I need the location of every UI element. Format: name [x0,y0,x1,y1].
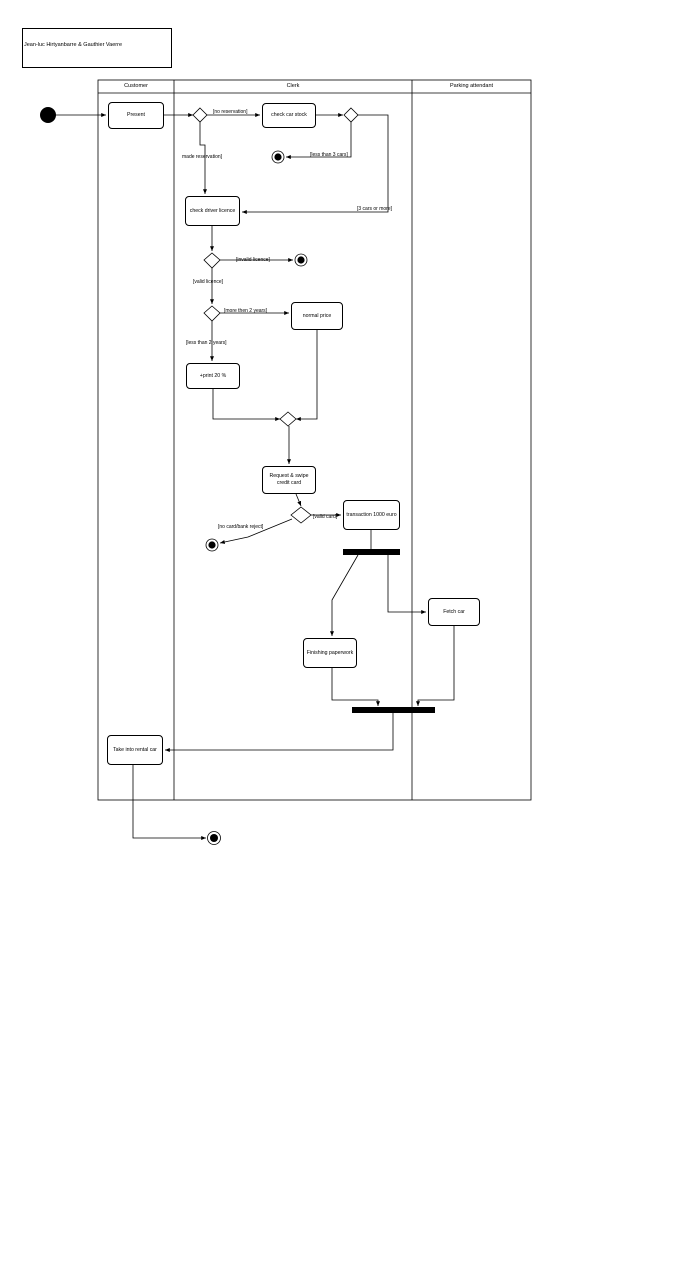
action-print-20-percent[interactable]: +print 20 % [186,363,240,389]
fork-bar [343,549,400,555]
final-node-no-cars [272,151,284,163]
guard-valid-card: [valid card] [313,514,338,520]
swimlane-header-clerk: Clerk [286,83,300,89]
guard-no-reservation: [no reservation] [213,109,248,115]
authors-text: Jean-luc Hirtyanbarre & Gauthier Vaerre [24,42,123,48]
decision-node-card-valid [291,507,311,523]
final-node-card-reject [206,539,218,551]
decision-node-reservation [193,108,207,122]
final-node-invalid-licence [295,254,307,266]
edges [48,115,454,838]
guard-made-reservation: made reservation] [182,154,223,160]
action-check-driver-licence[interactable]: check driver licence [185,196,240,226]
action-check-car-stock[interactable]: check car stock [262,103,316,128]
guard-invalid-licence: [invalid licence] [236,257,270,263]
decision-node-licence-valid [204,253,220,268]
swimlane-header-customer: Customer [124,83,148,89]
initial-node [40,107,56,123]
swimlane-frame [98,80,531,800]
action-fetch-car[interactable]: Fetch car [428,598,480,626]
merge-node-price [280,412,296,426]
guard-less-than-3-cars: [less than 3 cars] [310,152,348,158]
guard-3-cars-or-more: [3 cars or more] [357,206,393,212]
action-finishing-paperwork[interactable]: Finishing paperwork [303,638,357,668]
guard-no-card-bank-reject: [no card/bank reject] [218,524,264,530]
action-request-swipe-credit-card[interactable]: Request & swipe credit card [262,466,316,494]
action-transaction-1000-euro[interactable]: transaction 1000 euro [343,500,400,530]
guard-less-than-2-years: [less than 2 years] [186,340,227,346]
guard-valid-licence: [valid licence] [193,279,224,285]
swimlane-header-parking-attendant: Parking attendant [449,83,494,89]
join-bar [352,707,435,713]
final-node-end [208,832,221,845]
decision-node-licence-age [204,306,220,321]
decision-node-car-stock [344,108,358,122]
action-take-into-rental-car[interactable]: Take into rental car [107,735,163,765]
action-present[interactable]: Present [108,102,164,129]
action-normal-price[interactable]: normal price [291,302,343,330]
guard-more-then-2-years: [more then 2 years] [224,308,268,314]
